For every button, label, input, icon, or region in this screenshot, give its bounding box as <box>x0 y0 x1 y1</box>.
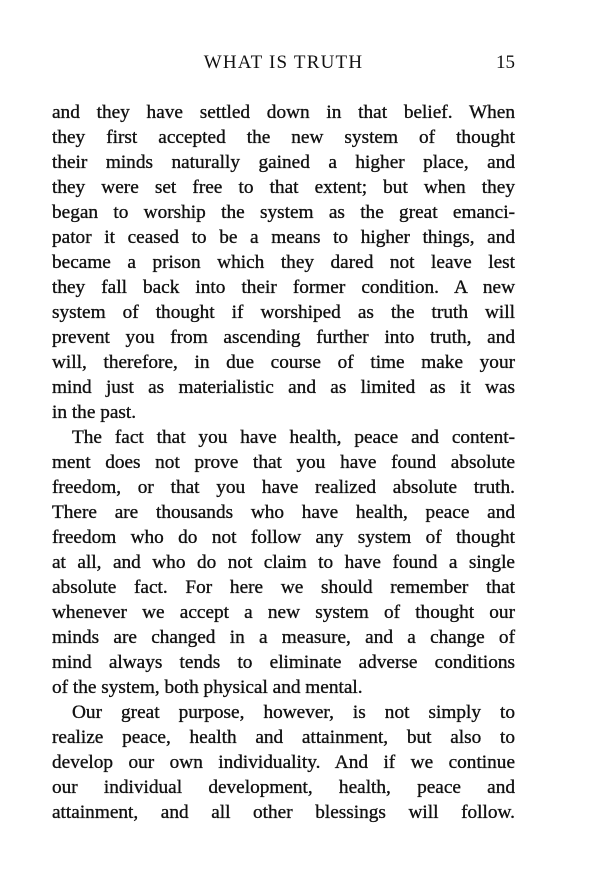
text-line: prevent you from ascending further into truth, and <box>52 327 515 348</box>
paragraph <box>52 425 515 700</box>
page-number: 15 <box>496 52 515 73</box>
page-header <box>52 52 515 78</box>
text-line: in the past. <box>52 402 137 423</box>
text-line: they first accepted the new system of thought <box>52 127 515 148</box>
text-line: absolute fact. For here we should remember that <box>52 577 515 598</box>
text-line: whenever we accept a new system of thought our <box>52 602 515 623</box>
text-line: of the system, both physical and mental. <box>52 677 363 698</box>
text-line: Our great purpose, however, is not simply to <box>72 702 515 723</box>
text-line: freedom, or that you have realized absolute truth. <box>52 477 515 498</box>
paragraph <box>52 700 515 825</box>
text-line: minds are changed in a measure, and a change of <box>52 627 515 648</box>
text-line: will, therefore, in due course of time make your <box>52 352 515 373</box>
text-line: began to worship the system as the great emanci- <box>52 202 515 223</box>
paragraph <box>52 100 515 425</box>
text-line: became a prison which they dared not leave lest <box>52 252 515 273</box>
text-line: and they have settled down in that belief. When <box>52 102 515 123</box>
text-line: There are thousands who have health, peace and <box>52 502 515 523</box>
text-line: realize peace, health and attainment, but also to <box>52 727 515 748</box>
text-line: mind just as materialistic and as limited as it was <box>52 377 515 398</box>
text-line: attainment, and all other blessings will follow. <box>52 802 515 823</box>
text-line: their minds naturally gained a higher place, and <box>52 152 515 173</box>
text-line: The fact that you have health, peace and content- <box>72 427 515 448</box>
text-line: they were set free to that extent; but when they <box>52 177 515 198</box>
text-line: freedom who do not follow any system of thought <box>52 527 515 548</box>
text-line: develop our own individuality. And if we continue <box>52 752 515 773</box>
text-line: mind always tends to eliminate adverse conditions <box>52 652 515 673</box>
text-line: system of thought if worshiped as the truth will <box>52 302 515 323</box>
running-title: WHAT IS TRUTH <box>203 52 364 73</box>
text-line: pator it ceased to be a means to higher things, and <box>52 227 515 248</box>
text-line: they fall back into their former condition. A new <box>52 277 515 298</box>
text-line: our individual development, health, peace and <box>52 777 515 798</box>
text-line: ment does not prove that you have found absolute <box>52 452 515 473</box>
body-text <box>52 100 515 825</box>
text-line: at all, and who do not claim to have found a single <box>52 552 515 573</box>
